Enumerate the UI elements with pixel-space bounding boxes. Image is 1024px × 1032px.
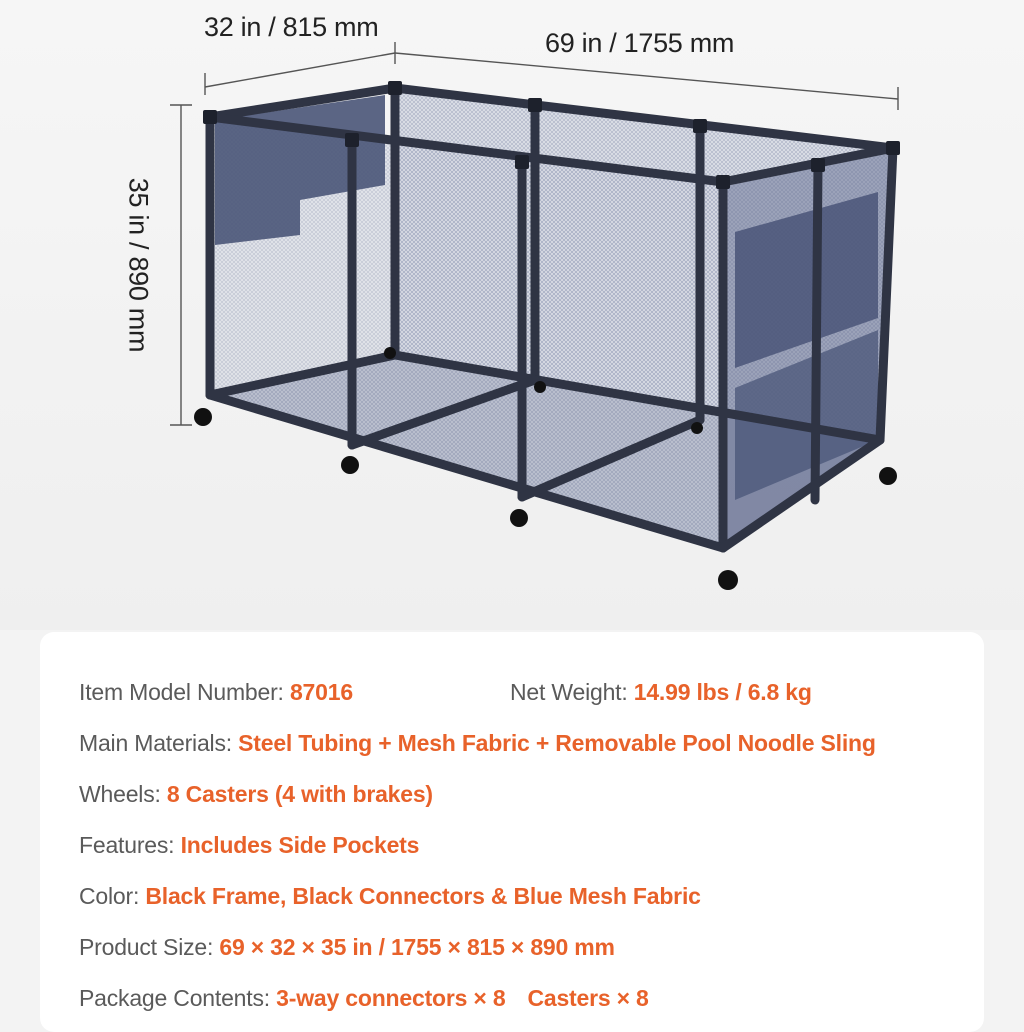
spec-materials xyxy=(79,730,876,757)
spec-model xyxy=(79,679,353,706)
spec-value: Includes Side Pockets xyxy=(180,832,420,858)
spec-value: 87016 xyxy=(289,679,353,705)
spec-label: Item Model Number: xyxy=(79,679,284,705)
width-dimension-label: 32 in / 815 mm xyxy=(204,12,379,42)
spec-value: 14.99 lbs / 6.8 kg xyxy=(633,679,812,705)
spec-package xyxy=(79,985,649,1012)
spec-value: 69 × 32 × 35 in / 1755 × 815 × 890 mm xyxy=(219,934,615,960)
spec-label: Net Weight: xyxy=(510,679,628,705)
spec-label: Product Size: xyxy=(79,934,214,960)
spec-label: Main Materials: xyxy=(79,730,232,756)
spec-features xyxy=(79,832,419,859)
spec-value: Black Frame, Black Connectors & Blue Mesh Fabric xyxy=(145,883,701,909)
spec-size xyxy=(79,934,615,961)
spec-weight xyxy=(510,679,812,706)
height-dimension-label: 35 in / 890 mm xyxy=(123,177,154,353)
spec-value: Steel Tubing + Mesh Fabric + Removable Pool Noodle Sling xyxy=(238,730,876,756)
spec-value: Casters × 8 xyxy=(527,985,649,1011)
spec-label: Features: xyxy=(79,832,175,858)
spec-value: 8 Casters (4 with brakes) xyxy=(166,781,433,807)
specifications-card xyxy=(40,632,984,1032)
spec-wheels xyxy=(79,781,433,808)
spec-color xyxy=(79,883,701,910)
spec-value: 3-way connectors × 8 xyxy=(276,985,506,1011)
spec-label: Wheels: xyxy=(79,781,161,807)
spec-label: Color: xyxy=(79,883,140,909)
length-dimension-label: 69 in / 1755 mm xyxy=(545,28,735,58)
spec-label: Package Contents: xyxy=(79,985,270,1011)
